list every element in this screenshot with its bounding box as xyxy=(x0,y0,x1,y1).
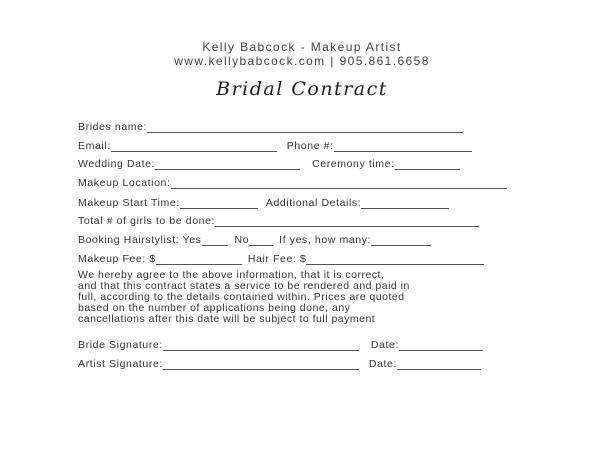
additional-details-label: Additional Details: xyxy=(265,197,362,209)
makeup-location-field[interactable] xyxy=(171,178,507,189)
brides-name-field[interactable] xyxy=(147,122,463,133)
ceremony-time-field[interactable] xyxy=(395,159,460,170)
hair-fee-field[interactable] xyxy=(306,254,484,265)
agreement-line: and that this contract states a service to be rendered and paid in xyxy=(78,280,410,292)
brides-name-row xyxy=(78,121,463,133)
contract-title: Bridal Contract xyxy=(216,78,388,100)
hairstylist-no-field[interactable] xyxy=(249,235,273,246)
if-yes-how-many-label: If yes, how many: xyxy=(279,234,372,246)
ceremony-time-label: Ceremony time: xyxy=(312,158,395,170)
booking-hairstylist-row xyxy=(78,234,431,246)
artist-signature-label: Artist Signature: xyxy=(78,358,163,370)
brides-name-label: Brides name: xyxy=(78,121,148,133)
makeup-start-time-label: Makeup Start Time: xyxy=(78,197,180,209)
hairstylist-yes-field[interactable] xyxy=(202,235,228,246)
hairstylist-count-field[interactable] xyxy=(371,235,431,246)
agreement-paragraph xyxy=(78,270,518,325)
makeup-start-row xyxy=(78,197,449,209)
artist-date-label: Date: xyxy=(368,358,398,370)
makeup-start-time-field[interactable] xyxy=(180,198,258,209)
bride-signature-row xyxy=(78,339,483,351)
bride-signature-label: Bride Signature: xyxy=(78,339,163,351)
phone-field[interactable] xyxy=(334,141,472,152)
email-label: Email: xyxy=(78,140,111,152)
total-girls-field[interactable] xyxy=(215,216,479,227)
bride-date-field[interactable] xyxy=(399,340,483,351)
agreement-line: We hereby agree to the above information, that it is correct, xyxy=(78,269,385,281)
makeup-fee-label: Makeup Fee: $ xyxy=(78,253,156,265)
email-field[interactable] xyxy=(111,141,277,152)
bride-date-label: Date: xyxy=(370,339,400,351)
wedding-date-label: Wedding Date: xyxy=(78,158,156,170)
hair-fee-label: Hair Fee: $ xyxy=(247,253,307,265)
agreement-line: based on the number of applications being done, any xyxy=(78,302,351,314)
agreement-line: cancellations after this date will be subject to full payment xyxy=(78,313,376,325)
artist-date-field[interactable] xyxy=(397,359,481,370)
agreement-line: full, according to the details contained within. Prices are quoted xyxy=(78,291,405,303)
total-girls-label: Total # of girls to be done: xyxy=(78,215,216,227)
phone-label: Phone #: xyxy=(286,140,334,152)
artist-contact-header: www.kellybabcock.com | 905.861.6658 xyxy=(174,54,430,68)
makeup-location-label: Makeup Location: xyxy=(78,177,171,189)
wedding-date-row xyxy=(78,158,460,170)
email-phone-row xyxy=(78,140,472,152)
artist-signature-field[interactable] xyxy=(163,359,359,370)
additional-details-field[interactable] xyxy=(361,198,449,209)
wedding-date-field[interactable] xyxy=(155,159,300,170)
bride-signature-field[interactable] xyxy=(163,340,359,351)
makeup-location-row xyxy=(78,177,507,189)
total-girls-row xyxy=(78,215,479,227)
fees-row xyxy=(78,253,484,265)
booking-hairstylist-label: Booking Hairstylist: Yes xyxy=(78,234,202,246)
hairstylist-no-label: No xyxy=(234,234,250,246)
artist-signature-row xyxy=(78,358,481,370)
makeup-fee-field[interactable] xyxy=(156,254,242,265)
artist-name-header: Kelly Babcock - Makeup Artist xyxy=(202,40,402,54)
